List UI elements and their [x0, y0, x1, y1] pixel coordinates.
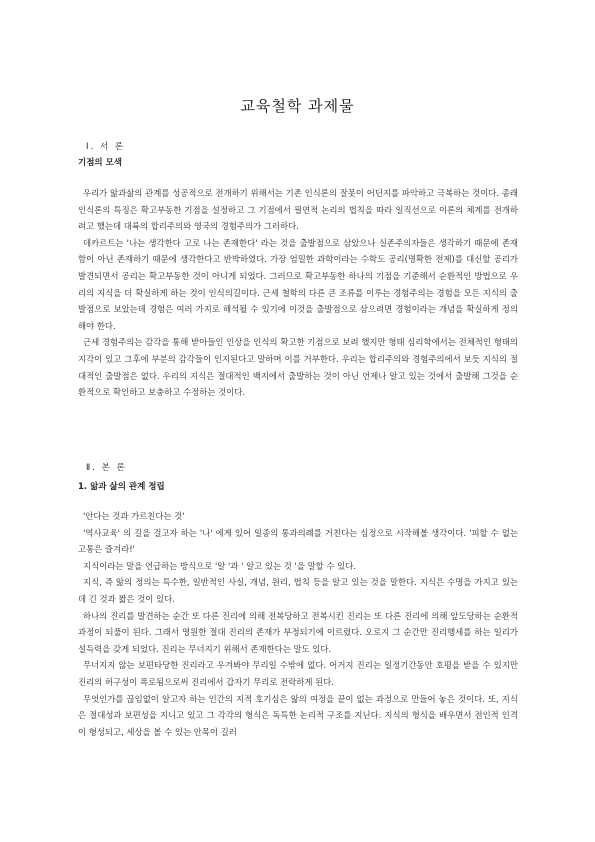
paragraph: 지식이라는 말을 언급하는 방식으로 '알 '과 ' 알고 있는 것 '을 말할 수 있다.	[83, 560, 357, 571]
paragraph: 무너지지 않는 보편타당한 진리라고 우겨봐야 무리일 수밖에 없다. 어거지 진리는 일정기간동안 호평을 받을 수 있지만 진리의 허구성이 폭로됨으로써 진리에서 갑자기 무리로 전락하게 된다.	[78, 660, 518, 687]
paragraph: 근세 경험주의는 감각을 통해 받아들인 인상을 인식의 확고한 기점으로 보려 했지만 형태 심리학에서는 전체적인 형태의 지각이 있고 그후에 부분의 감각들이 인지된다고 말하며 이를 거부한다. 우리는 합리주의와 경험주의에서 보듯 지식의 절대적인 출발점은 없다. 우리의 지식은 절대적인 백지에서 출발하는 것이 아닌 언제나 알고 있는 것에서 출발해 그것을 순환적으로 확인하고 보충하고 수정하는 것이다.	[78, 337, 518, 398]
subheading-starting-point: 기점의 모색	[78, 158, 123, 168]
paragraph: 우리가 앎과삶의 관계를 성공적으로 전개하기 위해서는 기존 인식론의 잘못이 어딘지를 파악하고 극복하는 것이다. 종래 인식론의 특징은 확고부동한 기점을 설정하고 그 기점에서 필연적 논리의 법칙을 따라 일직선으로 이론의 체계를 전개하려고 했는데 대륙의 합리주의와 영국의 경험주의가 그러하다.	[78, 188, 518, 232]
paragraph: '역사교육' 의 길을 걸고자 하는 '나' 에게 있어 일종의 통과의례를 거친다는 심정으로 시작해볼 생각이다. '피할 수 없는 고통은 즐겨라!'	[78, 527, 518, 555]
intro-text	[78, 185, 518, 401]
document-title: 교육철학 과제물	[240, 97, 355, 115]
paragraph: 무엇인가를 끊임없이 알고자 하는 인간의 지적 호기심은 앎의 여정을 끝이 없는 과정으로 만들어 놓은 것이다. 또, 지식은 절대성과 보편성을 지니고 있고 그 각각의 형식은 독특한 논리적 구조를 지닌다. 지식의 형식을 배우면서 전인적 인격이 형성되고, 세상을 볼 수 있는 안목이 길러	[78, 693, 518, 737]
paragraph: 데카르트는 '나는 생각한다 고로 나는 존재한다' 라는 것을 출발점으로 삼았으나 실존주의자들은 생각하기 때문에 존재함이 아닌 존재하기 때문에 생각한다고 반박하였다. 가장 엄밀한 과학이라는 수학도 공리(명확한 전제)를 대신할 공리가 발견되면서 공리는 확고부동한 것이 아니게 되었다. 그러므로 확고부동한 하나의 기점을 기준해서 순환적인 방법으로 우리의 지식을 더 확실하게 하는 것이 인식의길이다. 근세 철학의 다른 큰 조류를 이루는 경험주의는 경험을 모든 지식의 출발점으로 보았는데 경험은 여러 가지로 해석될 수 있기에 이것을 출발점으로 삼으려면 경험이라는 개념을 확실하게 정의해야 한다.	[78, 237, 518, 331]
section-heading-intro: Ⅰ. 서 론	[86, 142, 126, 152]
quote-line: '안다는 것과 가르친다는 것'	[83, 511, 185, 521]
paragraph: 하나의 진리를 발견하는 순간 또 다른 진리에 의해 전복당하고 전복시킨 진리는 또 다른 진리에 의해 앞도당하는 순환적 과정이 되풀이 된다. 그래서 영원한 절대 진리의 존재가 부정되기에 이르렀다. 오로지 그 순간만 진리행세를 하는 일리가 설득력을 갖게 되었다. 진리는 무너지기 위해서 존재한다는 말도 있다.	[78, 610, 518, 654]
paragraph: 지식, 즉 앎의 정의는 특수한, 일반적인 사실, 개념, 원리, 법칙 등을 알고 있는 것을 말한다. 지식은 수명을 가지고 있는데 긴 것과 짧은 것이 있다.	[78, 577, 518, 604]
body-text	[78, 508, 518, 740]
section-heading-body: Ⅱ. 본 론	[86, 463, 127, 473]
subheading-relationship: 1. 앎과 삶의 관계 정립	[78, 482, 165, 492]
